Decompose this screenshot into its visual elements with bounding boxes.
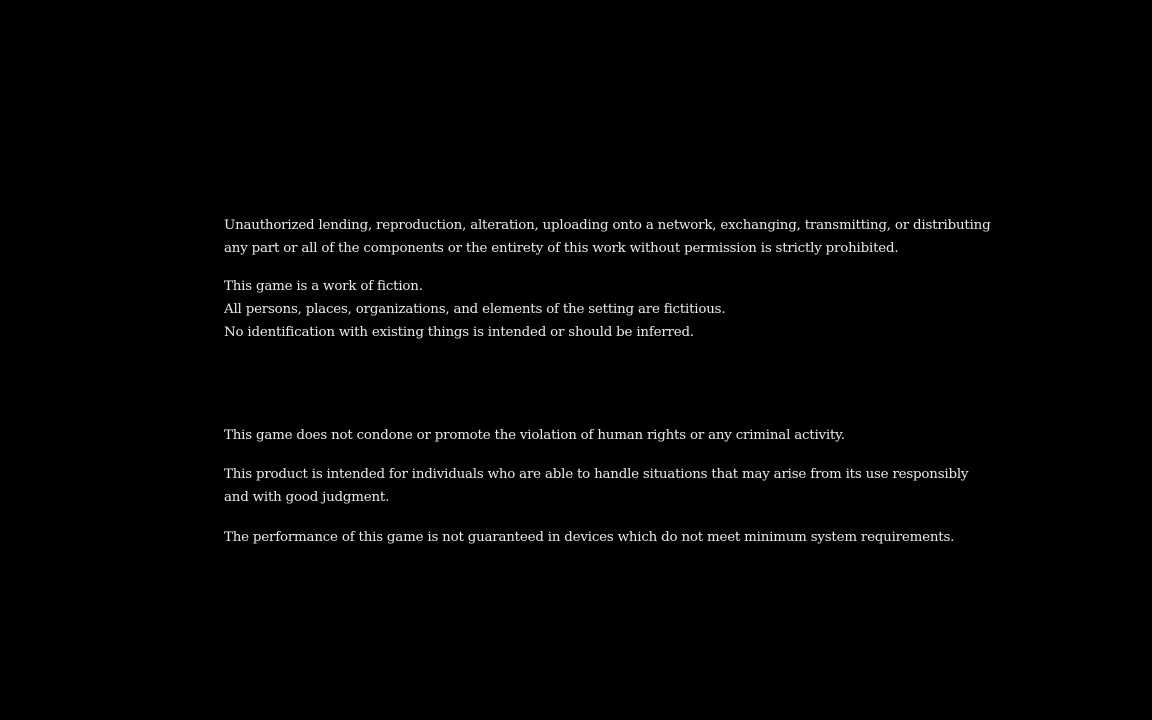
performance-notice [224, 526, 955, 549]
fiction-notice [224, 275, 940, 344]
copyright-line-2: any part or all of the components or the entirety of this work without permission is strictly prohibited. [224, 241, 899, 256]
copyright-notice [224, 214, 991, 260]
fiction-line-3: No identification with existing things is intended or should be inferred. [224, 325, 694, 340]
responsibility-line-1: This product is intended for individuals who are able to handle situations that may arise from its use responsibly [224, 467, 969, 482]
copyright-line-1: Unauthorized lending, reproduction, alteration, uploading onto a network, exchanging, transmitting, or distributing [224, 218, 991, 233]
human-rights-notice [224, 424, 940, 447]
human-rights-line: This game does not condone or promote the violation of human rights or any criminal activity. [224, 428, 845, 443]
responsibility-line-2: and with good judgment. [224, 490, 390, 505]
fiction-line-1: This game is a work of fiction. [224, 279, 423, 294]
responsibility-notice [224, 463, 969, 509]
fiction-line-2: All persons, places, organizations, and elements of the setting are fictitious. [224, 302, 726, 317]
performance-line: The performance of this game is not guaranteed in devices which do not meet minimum system requirements. [224, 530, 955, 545]
